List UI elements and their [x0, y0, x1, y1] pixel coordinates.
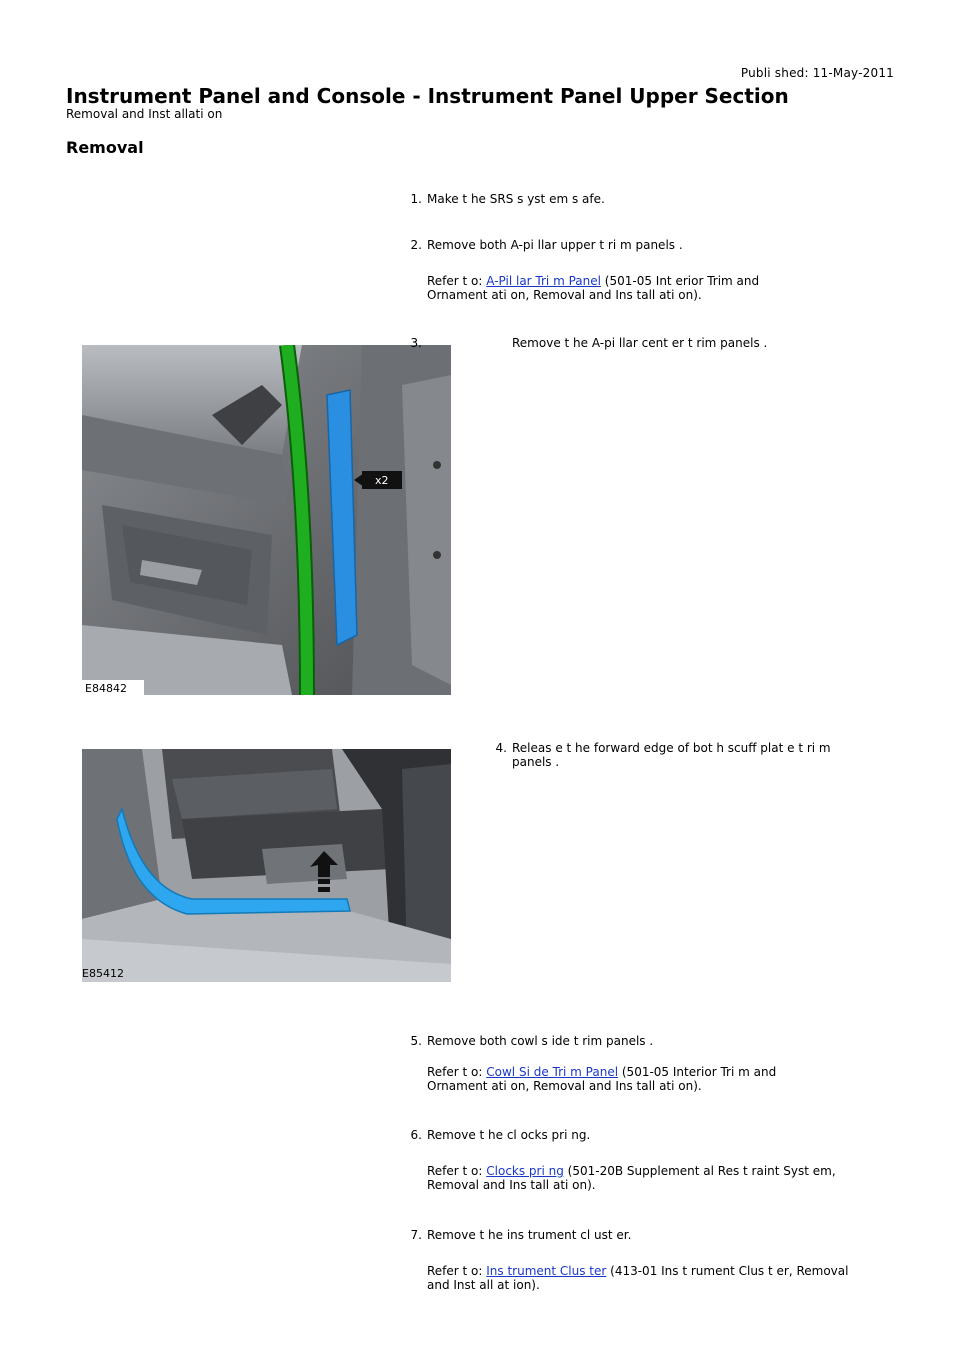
step-number: 4. [495, 741, 507, 755]
reference-suffix: (501-20B Supplement al Res t raint Syst em, [563, 1164, 836, 1178]
step-text-line-2: panels . [512, 755, 560, 769]
reference-prefix: Refer t o: [427, 1065, 487, 1079]
reference-link[interactable]: A-Pil lar Tri m Panel [486, 274, 601, 288]
step-7-reference [427, 1264, 887, 1292]
reference-suffix-cont: Ornament ati on, Removal and Ins tall ati on). [427, 288, 702, 302]
step-text: Remove t he cl ocks pri ng. [427, 1128, 591, 1142]
step-number: 6. [410, 1128, 422, 1142]
section-heading: Removal [66, 138, 144, 157]
reference-suffix-cont: Ornament ati on, Removal and Ins tall ati on). [427, 1079, 702, 1093]
figure-label: E85412 [82, 967, 124, 980]
step-number: 2. [410, 238, 422, 252]
step-text: Make t he SRS s yst em s afe. [427, 192, 605, 206]
step-text-line-1: Releas e t he forward edge of bot h scuff plat e t ri m [512, 741, 831, 755]
step-text: Remove both A-pi llar upper t ri m panels . [427, 238, 683, 252]
reference-link[interactable]: Ins trument Clus ter [486, 1264, 607, 1278]
step-number: 7. [410, 1228, 422, 1242]
step-text [512, 741, 852, 769]
scuff-plate-illustration [82, 749, 451, 982]
step-2-reference [427, 274, 887, 302]
step-number: 3. [410, 336, 422, 350]
figure-label: E84842 [85, 682, 127, 695]
reference-link[interactable]: Cowl Si de Tri m Panel [486, 1065, 619, 1079]
step-text: Remove both cowl s ide t rim panels . [427, 1034, 654, 1048]
step-5-reference [427, 1065, 887, 1093]
step-text: Remove t he ins trument cl ust er. [427, 1228, 632, 1242]
figure-scuff-plate [82, 749, 451, 982]
step-number: 5. [410, 1034, 422, 1048]
page-subtitle: Removal and Inst allati on [66, 107, 223, 121]
reference-suffix-cont: and Inst all at ion). [427, 1278, 540, 1292]
step-number: 1. [410, 192, 422, 206]
step-text: Remove t he A-pi llar cent er t rim panels . [512, 336, 768, 350]
figure-a-pillar [82, 345, 451, 695]
callout-label: x2 [375, 474, 389, 487]
reference-prefix: Refer t o: [427, 1264, 487, 1278]
step-6-reference [427, 1164, 887, 1192]
reference-suffix-cont: Removal and Ins tall ati on). [427, 1178, 596, 1192]
a-pillar-illustration [82, 345, 451, 695]
reference-prefix: Refer t o: [427, 1164, 487, 1178]
reference-suffix: (501-05 Interior Tri m and [618, 1065, 777, 1079]
page-title: Instrument Panel and Console - Instrument Panel Upper Section [66, 84, 789, 108]
reference-link[interactable]: Clocks pri ng [486, 1164, 564, 1178]
reference-suffix: (501-05 Int erior Trim and [600, 274, 760, 288]
published-date: Publi shed: 11-May-2011 [740, 66, 894, 80]
reference-suffix: (413-01 Ins t rument Clus t er, Removal [606, 1264, 849, 1278]
reference-prefix: Refer t o: [427, 274, 487, 288]
